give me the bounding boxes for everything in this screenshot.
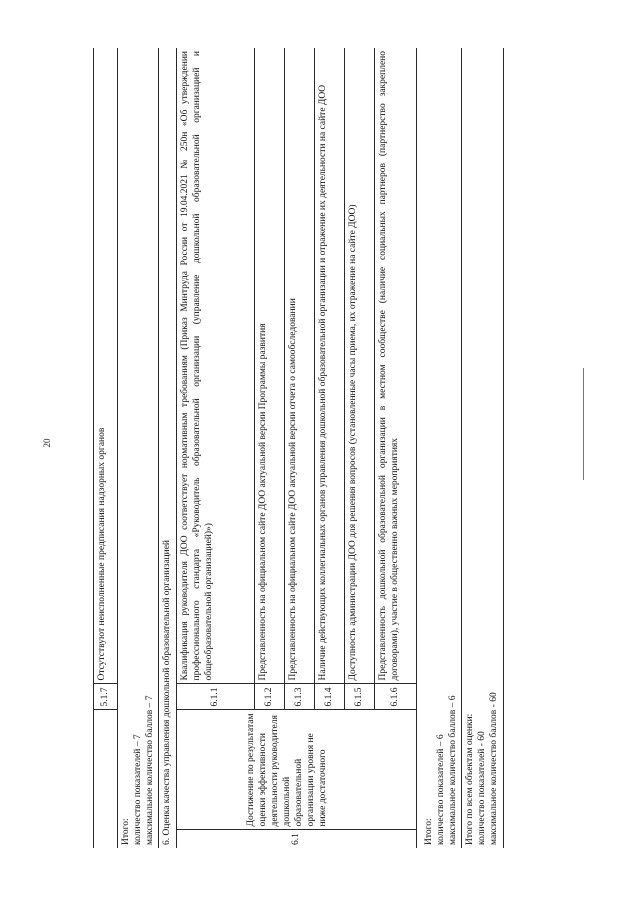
subtotal-count: количество показателей – 6 [435,734,446,845]
section-title: 6. Оценка качества управления дошкольной образовательной организацией [159,48,176,848]
subtotal-label: Итого: [121,818,131,845]
indicator-text: Отсутствуют неисполненные предписания надзорных органов [94,48,118,684]
indicator-code: 6.1.2 [254,684,284,710]
evaluation-table [93,48,504,848]
indicator-text: Представленность на официальном сайте ДОО актуальной версии отчета о самообследовании [284,48,314,684]
subtotal-count: количество показателей – 7 [133,734,144,845]
indicator-text: Представленность на официальном сайте ДОО актуальной версии Программы развития [254,48,284,684]
grand-total-label: Итого по всем объектам оценки: [465,713,476,845]
indicator-code: 6.1.5 [344,684,374,710]
indicator-code: 6.1.3 [284,684,314,710]
table-row [118,48,159,848]
criterion-label: Достижение по результатам оценки эффективности деятельности руководителя дошкольной образовательной организации уровня не ниже достаточного [245,713,329,827]
subtotal-cell [416,48,461,848]
indicator-code: 6.1.6 [374,684,416,710]
section-number: 6.1 [176,830,416,848]
indicator-code: 6.1.4 [314,684,344,710]
empty-cell [94,710,118,848]
subtotal-max: максимальное количество баллов – 7 [145,695,156,845]
page-number: 20 [42,438,52,448]
indicator-text: Доступность администрации ДОО для решения вопросов (установленные часы приема, их отражение на сайте ДОО) [344,48,374,684]
grand-total-max: максимальное количество баллов - 60 [489,692,500,845]
criterion-text [176,710,416,830]
grand-total-cell [462,48,503,848]
table-row [416,48,461,848]
indicator-text: Квалификация руководителя ДОО соответствует нормативным требованиям (Приказ Минтруда России от 19.04.2021 № 250н «Об утверждении профессионального стандарта «Руководитель образовательной организации (управление дошкольной образовательной организацией и общеобразовательной организацией)») [176,48,254,684]
indicator-code: 5.1.7 [94,684,118,710]
table-row [159,48,176,848]
indicator-text: Представленность дошкольной образовательной организации в местном сообществе (наличие социальных партнеров (партнерство закреплено договорами), участие в общественно важных мероприятиях [374,48,416,684]
subtotal-label: Итого: [423,818,434,845]
subtotal-max: максимальное количество баллов – 6 [447,695,458,845]
table-row [94,48,118,848]
rotated-table-container [93,48,555,848]
subtotal-cell [118,48,159,848]
indicator-code: 6.1.1 [176,684,254,710]
indicator-text: Наличие действующих коллегиальных органов управления дошкольной образовательной организации и отражение их деятельности на сайте ДОО [314,48,344,684]
table-row [462,48,503,848]
grand-total-count: количество показателей - 60 [477,731,488,845]
table-row [176,48,254,848]
margin-rule [583,368,584,480]
